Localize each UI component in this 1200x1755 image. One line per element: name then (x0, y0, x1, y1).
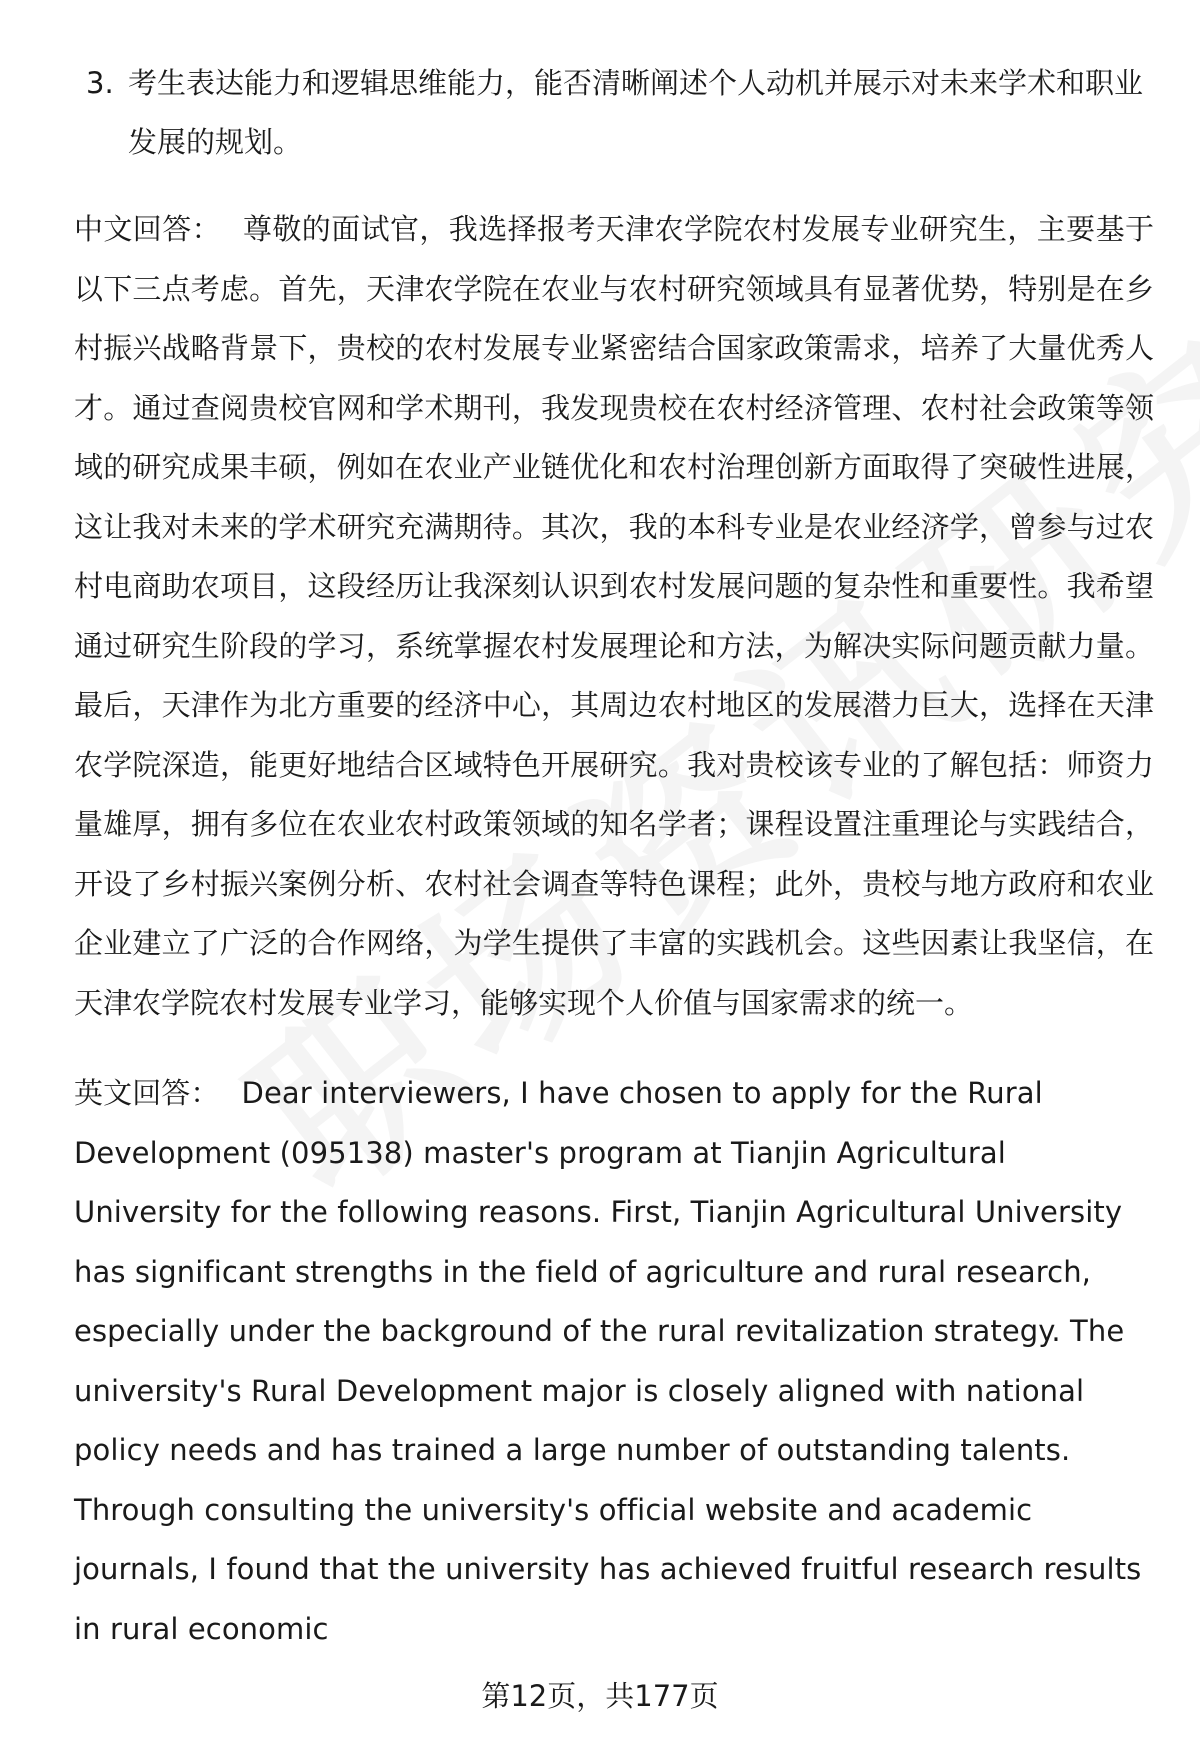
english-answer-text: Dear interviewers, I have chosen to apply for the Rural Development (095138) master's program at Tianjin Agricultural University for the following reasons. First, Tianjin Agricultural University has significant strengths in the field of agriculture and rural research, especially under the background of the rural revitalization strategy. The university's Rural Development major is closely aligned with national policy needs and has trained a large number of outstanding talents. Through consulting the university's official website and academic journals, I found that the university has achieved fruitful research results in rural economic (74, 1076, 1142, 1646)
question-text: 考生表达能力和逻辑思维能力，能否清晰阐述个人动机并展示对未来学术和职业发展的规划。 (128, 66, 1144, 159)
chinese-answer-text: 尊敬的面试官，我选择报考天津农学院农村发展专业研究生，主要基于以下三点考虑。首先，天津农学院在农业与农村研究领域具有显著优势，特别是在乡村振兴战略背景下，贵校的农村发展专业紧密结合国家政策需求，培养了大量优秀人才。通过查阅贵校官网和学术期刊，我发现贵校在农村经济管理、农村社会政策等领域的研究成果丰硕，例如在农业产业链优化和农村治理创新方面取得了突破性进展，这让我对未来的学术研究充满期待。其次，我的本科专业是农业经济学，曾参与过农村电商助农项目，这段经历让我深刻认识到农村发展问题的复杂性和重要性。我希望通过研究生阶段的学习，系统掌握农村发展理论和方法，为解决实际问题贡献力量。最后，天津作为北方重要的经济中心，其周边农村地区的发展潜力巨大，选择在天津农学院深造，能更好地结合区域特色开展研究。我对贵校该专业的了解包括：师资力量雄厚，拥有多位在农业农村政策领域的知名学者；课程设置注重理论与实践结合，开设了乡村振兴案例分析、农村社会调查等特色课程；此外，贵校与地方政府和农业企业建立了广泛的合作网络，为学生提供了丰富的实践机会。这些因素让我坚信，在天津农学院农村发展专业学习，能够实现个人价值与国家需求的统一。 (74, 212, 1154, 1020)
english-answer-label: 英文回答： (74, 1076, 220, 1110)
page-content (74, 54, 1154, 1659)
chinese-answer-paragraph (74, 200, 1154, 1033)
question-item (74, 54, 1154, 172)
english-answer-paragraph (74, 1064, 1154, 1659)
page-number: 第12页，共177页 (481, 1679, 719, 1713)
chinese-answer-label: 中文回答： (74, 212, 221, 246)
question-number: 3. (86, 66, 114, 100)
page-footer (0, 1676, 1200, 1716)
